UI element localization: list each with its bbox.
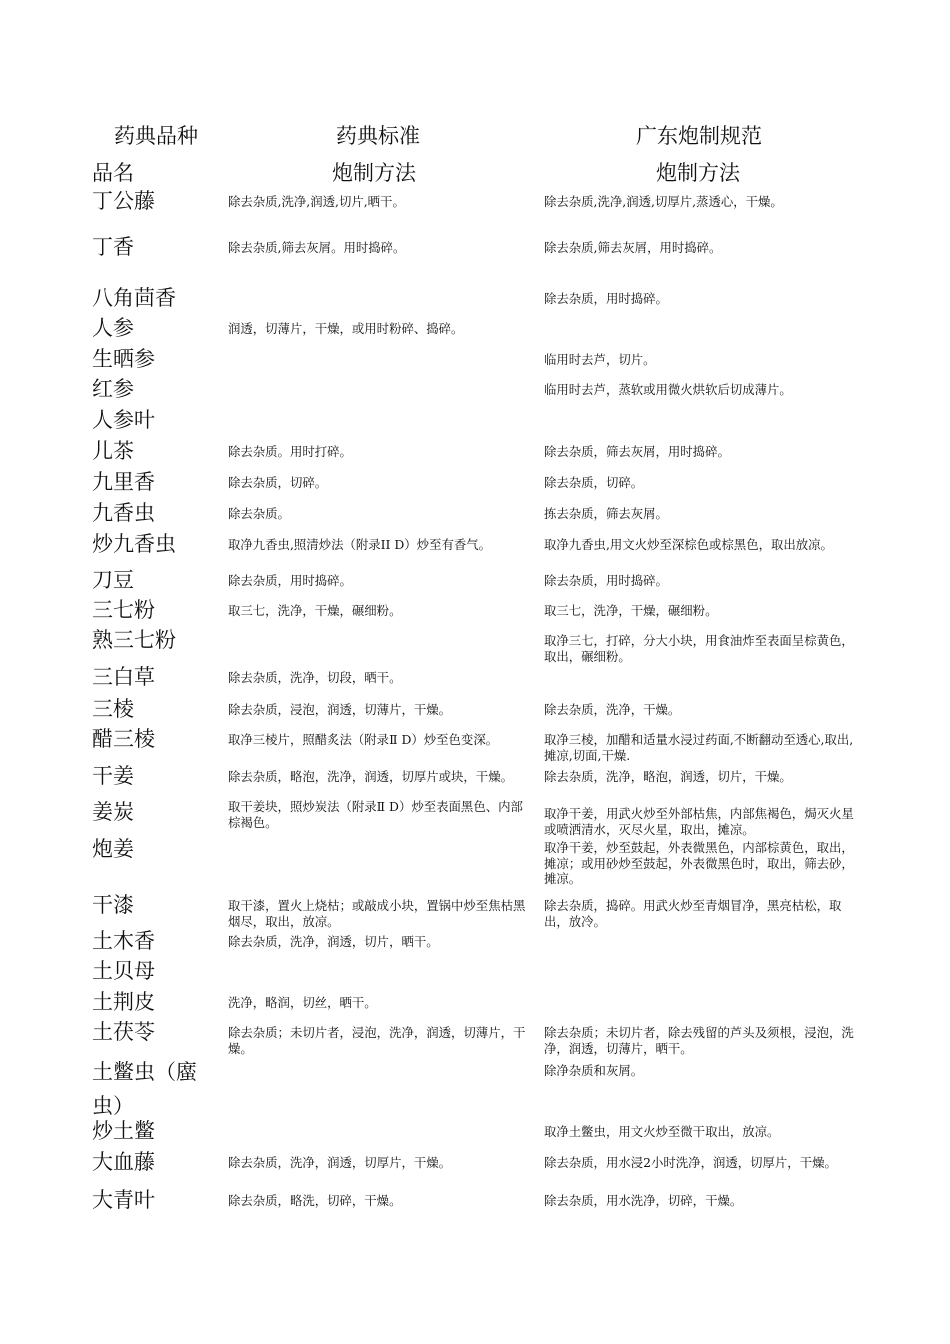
herb-name: 大血藤 [92,1150,155,1174]
herb-name: 红参 [92,377,134,401]
pharmacopoeia-method: 除去杂质，略泡，洗净，润透，切厚片或块，干燥。 [228,769,513,784]
header-col1-line1: 药典品种 [114,124,198,148]
herb-name: 炮姜 [92,837,134,861]
guangdong-method: 拣去杂质，筛去灰屑。 [544,506,668,521]
herb-name: 丁公藤 [92,189,155,213]
guangdong-method: 取净干姜，炒至鼓起，外表微黑色，内部棕黄色，取出，摊凉；或用砂炒至鼓起，外表微黑色时，取出，筛去砂，摊凉。 [544,840,854,886]
pharmacopoeia-method: 除去杂质,筛去灰屑。用时捣碎。 [228,240,406,255]
herb-name: 刀豆 [92,568,134,592]
guangdong-method: 取净干姜，用武火炒至外部枯焦，内部焦褐色，焗灭火星或喷洒清水，灭尽火星，取出，摊凉。 [544,806,854,837]
herb-name: 干姜 [92,764,134,788]
herb-name: 九里香 [92,470,155,494]
herb-name: 八角茴香 [92,286,176,310]
guangdong-method: 除去杂质，洗净，干燥。 [544,702,681,717]
pharmacopoeia-method: 润透，切薄片，干燥，或用时粉碎、捣碎。 [228,321,464,336]
herb-name: 炒九香虫 [92,532,176,556]
herb-name: 九香虫 [92,501,155,525]
pharmacopoeia-method: 取干漆，置火上烧枯；或敲成小块，置锅中炒至焦枯黑烟尽，取出，放凉。 [228,898,526,929]
guangdong-method: 除去杂质，筛去灰屑，用时捣碎。 [544,444,730,459]
pharmacopoeia-method: 除去杂质。用时打碎。 [228,444,352,459]
herb-name: 土鳖虫（䗪虫） [92,1060,197,1118]
herb-name: 丁香 [92,235,134,259]
guangdong-method: 除去杂质，用水浸2小时洗净，润透，切厚片，干燥。 [544,1155,837,1170]
guangdong-method: 临用时去芦，切片。 [544,352,656,367]
guangdong-method: 除去杂质,洗净,润透,切厚片,蒸透心，干燥。 [544,194,783,209]
herb-name: 醋三棱 [92,727,155,751]
header-col1-line2: 品名 [92,161,134,185]
guangdong-method: 除去杂质，用时捣碎。 [544,573,668,588]
pharmacopoeia-method: 洗净，略润，切丝，晒干。 [228,995,377,1010]
guangdong-method: 取净三七，打碎，分大小块，用食油炸至表面呈棕黄色，取出，碾细粉。 [544,633,854,664]
guangdong-method: 取净土鳖虫，用文火炒至微干取出，放凉。 [544,1124,780,1139]
header-col3-line1: 广东炮制规范 [636,124,762,148]
guangdong-method: 临用时去芦，蒸软或用微火烘软后切成薄片。 [544,382,792,397]
pharmacopoeia-method: 除去杂质，洗净，润透，切片，晒干。 [228,934,439,949]
herb-name: 三白草 [92,665,155,689]
pharmacopoeia-method: 除去杂质，略洗，切碎，干燥。 [228,1193,402,1208]
pharmacopoeia-method: 除去杂质，洗净，润透，切厚片，干燥。 [228,1155,452,1170]
herb-name: 三七粉 [92,598,155,622]
pharmacopoeia-method: 除去杂质，浸泡，润透，切薄片，干燥。 [228,702,452,717]
herb-name: 三棱 [92,697,134,721]
pharmacopoeia-method: 除去杂质，洗净，切段，晒干。 [228,670,402,685]
pharmacopoeia-method: 除去杂质，用时捣碎。 [228,573,352,588]
guangdong-method: 除去杂质，切碎。 [544,475,644,490]
herb-name: 干漆 [92,893,134,917]
herb-name: 土贝母 [92,959,155,983]
pharmacopoeia-method: 除去杂质。 [228,506,290,521]
guangdong-method: 除去杂质，捣碎。用武火炒至青烟冒净，黑亮枯松，取出，放冷。 [544,898,842,929]
pharmacopoeia-method: 取净九香虫,照清炒法（附录II D）炒至有香气。 [228,537,492,552]
herb-name: 土茯苓 [92,1020,155,1044]
herb-name: 大青叶 [92,1188,155,1212]
herb-name: 炒土鳖 [92,1119,155,1143]
guangdong-method: 除去杂质,筛去灰屑，用时捣碎。 [544,240,722,255]
herb-name: 土荆皮 [92,990,155,1014]
pharmacopoeia-method: 除去杂质，切碎。 [228,475,328,490]
pharmacopoeia-method: 取净三棱片，照醋炙法（附录Ⅱ D）炒至色变深。 [228,732,499,747]
guangdong-method: 除去杂质；未切片者，除去残留的芦头及须根，浸泡，洗净，润透，切薄片，晒干。 [544,1025,854,1056]
guangdong-method: 取净三棱，加醋和适量水浸过药面,不断翻动至透心,取出,摊凉,切面,干燥. [544,732,854,763]
pharmacopoeia-method: 除去杂质；未切片者，浸泡，洗净，润透，切薄片，干燥。 [228,1025,526,1056]
herb-name: 儿茶 [92,439,134,463]
pharmacopoeia-method: 取三七，洗净，干燥，碾细粉。 [228,603,402,618]
guangdong-method: 取三七，洗净，干燥，碾细粉。 [544,603,718,618]
guangdong-method: 取净九香虫,用文火炒至深棕色或棕黑色，取出放凉。 [544,537,833,552]
herb-name: 人参叶 [92,408,155,432]
herb-name: 土木香 [92,929,155,953]
pharmacopoeia-method: 取干姜块，照炒炭法（附录Ⅱ D）炒至表面黑色、内部棕褐色。 [228,799,523,830]
herb-name: 人参 [92,316,134,340]
herb-name: 姜炭 [92,800,134,824]
pharmacopoeia-method: 除去杂质,洗净,润透,切片,晒干。 [228,194,405,209]
guangdong-method: 除去杂质，洗净，略泡，润透，切片，干燥。 [544,769,792,784]
guangdong-method: 除去杂质，用水洗净，切碎，干燥。 [544,1193,743,1208]
guangdong-method: 除去杂质，用时捣碎。 [544,291,668,306]
herb-name: 熟三七粉 [92,628,176,652]
header-col2-line2: 炮制方法 [332,161,416,185]
herb-name: 生晒参 [92,347,155,371]
guangdong-method: 除净杂质和灰屑。 [544,1063,644,1078]
header-col2-line1: 药典标准 [336,124,420,148]
header-col3-line2: 炮制方法 [656,161,740,185]
